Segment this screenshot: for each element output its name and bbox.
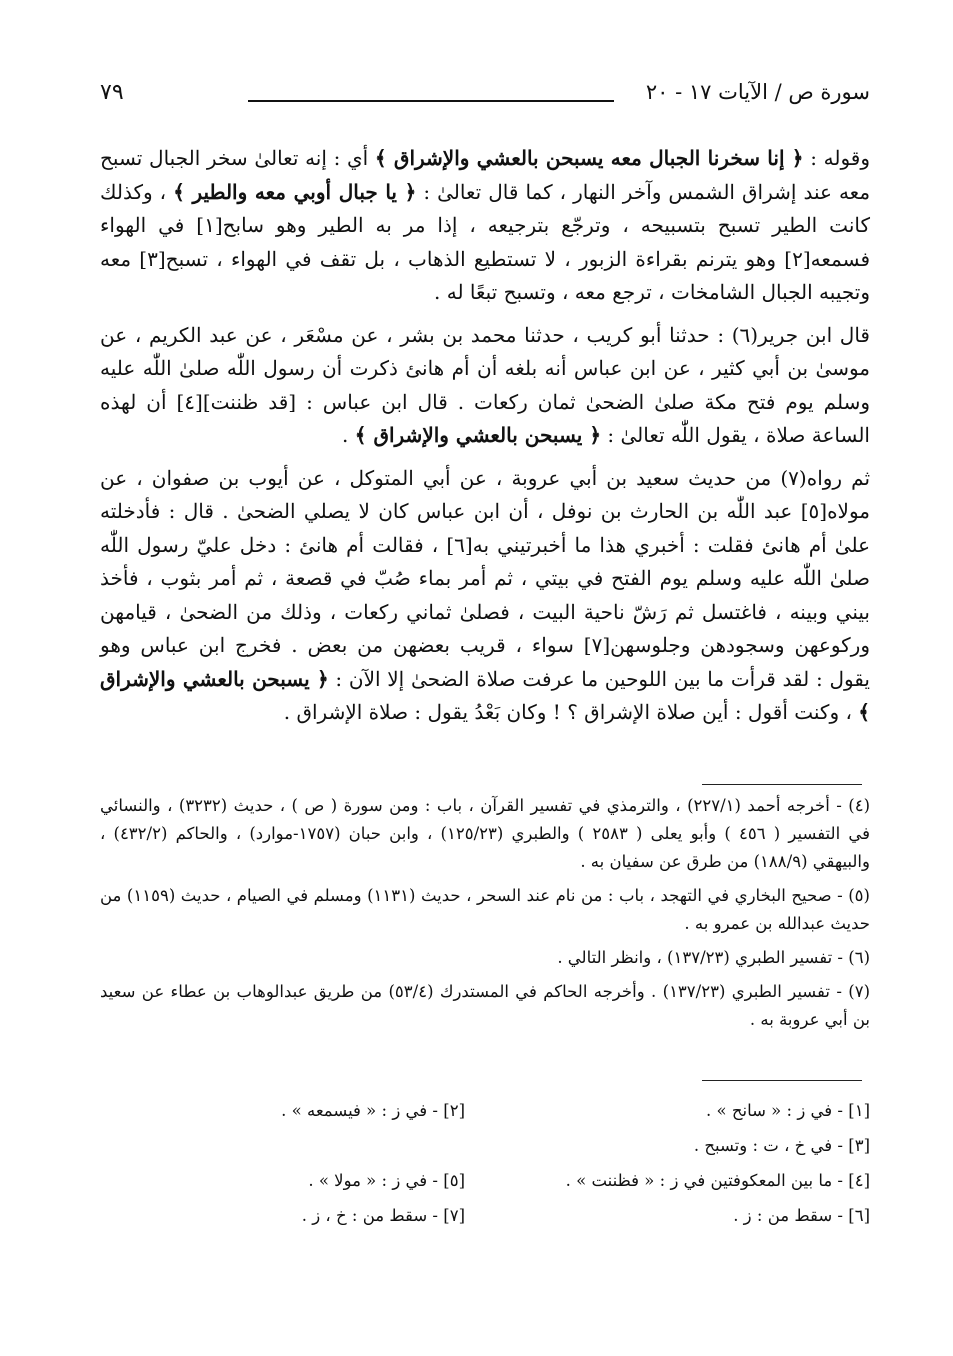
footnote-6: (٦) - تفسير الطبري (١٣٧/٢٣) ، وانظر التالي . bbox=[557, 948, 870, 967]
page-number: ٧٩ bbox=[100, 80, 124, 105]
footnote-5: (٥) - صحيح البخاري في التهجد ، باب : من نام عند السحر ، حديث (١١٣١) ومسلم في الصيام ، حديث (١١٥٩) من حديث عبدالله بن عمرو به . bbox=[100, 886, 870, 933]
quran-verse: ﴿ يا جبال أوبي معه والطير ﴾ bbox=[173, 179, 417, 204]
quran-verse: ﴿ يسبحن بالعشي والإشراق ﴾ bbox=[354, 423, 602, 447]
text-segment: ، وكنت أقول : أين صلاة الإشراق ؟ ! وكان بَعْدُ يقول : صلاة الإشراق . bbox=[283, 700, 859, 724]
variant-note-5: [٥] - في ز : « مولا » . bbox=[308, 1171, 465, 1190]
footnote-7: (٧) - تفسير الطبري (١٣٧/٢٣) . وأخرجه الحاكم في المستدرك (٥٣/٤) من طريق عبدالوهاب بن عطاء عن سعيد بن أبي عروبة به . bbox=[100, 982, 870, 1029]
text-segment: أي : إنه تعالىٰ سخر الجبال تسبح معه عند إشراق الشمس وآخر النهار ، كما قال تعالىٰ : bbox=[100, 146, 871, 204]
header-rule bbox=[248, 100, 614, 102]
footnotes bbox=[100, 792, 870, 1040]
paragraph-1 bbox=[100, 142, 870, 310]
quran-verse: ﴿ إنا سخرنا الجبال معه يسبحن بالعشي والإشراق ﴾ bbox=[374, 146, 804, 170]
page-header bbox=[100, 78, 870, 118]
quran-verse: ﴿ يسبحن بالعشي والإشراق ﴾ bbox=[100, 666, 870, 724]
paragraph-3 bbox=[100, 462, 870, 730]
text-segment: ثم رواه(٧) من حديث سعيد بن أبي عروبة ، عن أبي المتوكل ، عن أيوب بن صفوان ، عن مولاه[٥] عبد اللّٰه بن الحارث بن نوفل ، أن ابن عباس كان لا يصلي الضحىٰ . قال : فأدخلته علىٰ أم هانئ فقلت : أخبري هذا ما أخبرتيني به[٦] ، فقالت أم هانئ : دخل عليّ رسول اللّٰه صلىٰ اللّٰه عليه وسلم يوم الفتح في بيتي ، ثم أمر بماء صُبّ في قصعة ، ثم أمر بثوب ، فأخذ بيني وبينه ، فاغتسل ثم رَشّ ناحية البيت ، فصلىٰ ثماني ركعات ، وذلك من الضحىٰ ، قيامهن وركوعهن وسجودهن وجلوسهن[٧] سواء ، قريب بعضهن من بعض . فخرج ابن عباس وهو يقول : لقد قرأت ما بين اللوحين ما عرفت صلاة الضحىٰ إلا الآن : bbox=[100, 465, 871, 691]
variant-note-1: [١] - في ز : « سانح » . bbox=[706, 1101, 870, 1120]
text-segment: . bbox=[342, 423, 355, 447]
variant-note-4: [٤] - ما بين المعكوفتين في ز : « فظننت » . bbox=[565, 1171, 870, 1190]
variants-rule bbox=[702, 1080, 862, 1081]
footnote-4: (٤) - أخرجه أحمد (٢٢٧/١) ، والترمذي في تفسير القرآن ، باب : ومن سورة ( ص ) ، حديث (٣٢٣٢) ، والنسائي في التفسير ( ٤٥٦ ) وأبو يعلى ( ٢٥٨٣ ) والطبري (١٢٥/٢٣) ، وابن حبان (١٧٥٧-موارد) ، والحاكم (٤٣٢/٢) ، والبيهقي (١٨٨/٩) من طرق عن سفيان به . bbox=[100, 796, 870, 871]
footnote-rule bbox=[702, 784, 862, 785]
variant-note-6: [٦] - سقط من : ز . bbox=[733, 1206, 870, 1225]
manuscript-variants bbox=[100, 1093, 870, 1233]
variant-note-7: [٧] - سقط من : خ ، ز . bbox=[301, 1206, 465, 1225]
variant-note-2: [٢] - في ز : « فيسمعه » . bbox=[281, 1101, 465, 1120]
main-text bbox=[100, 142, 870, 739]
text-segment: قال ابن جرير(٦) : حدثنا أبو كريب ، حدثنا محمد بن بشر ، عن مسْعَر ، عن عبد الكريم ، عن موسىٰ بن أبي كثير ، عن ابن عباس أنه بلغه أن أم هانئ ذكرت أن رسول اللّٰه صلىٰ اللّٰه عليه وسلم يوم فتح مكة صلىٰ الضحىٰ ثمان ركعات . قال ابن عباس : [قد ظننت][٤] أن لهذه الساعة صلاة ، يقول اللّٰه تعالىٰ : bbox=[100, 322, 870, 447]
variant-note-3: [٣] - في خ ، ت : وتسبح . bbox=[693, 1136, 870, 1155]
text-segment: ، وكذلك كانت الطير تسبح بتسبيحه ، وترجّع بترجيعه ، إذا مر به الطير وهو سابح[١] في الهواء فسمعه[٢] وهو يترنم بقراءة الزبور ، لا تستطيع الذهاب ، بل تقف في الهواء ، تسبح[٣] معه وتجيبه الجبال الشامخات ، ترجع معه ، وتسبح تبعًا له . bbox=[100, 179, 870, 304]
text-segment: وقوله : bbox=[803, 146, 870, 170]
paragraph-2 bbox=[100, 319, 870, 453]
running-title: سورة ص / الآيات ١٧ - ٢٠ bbox=[645, 80, 870, 104]
